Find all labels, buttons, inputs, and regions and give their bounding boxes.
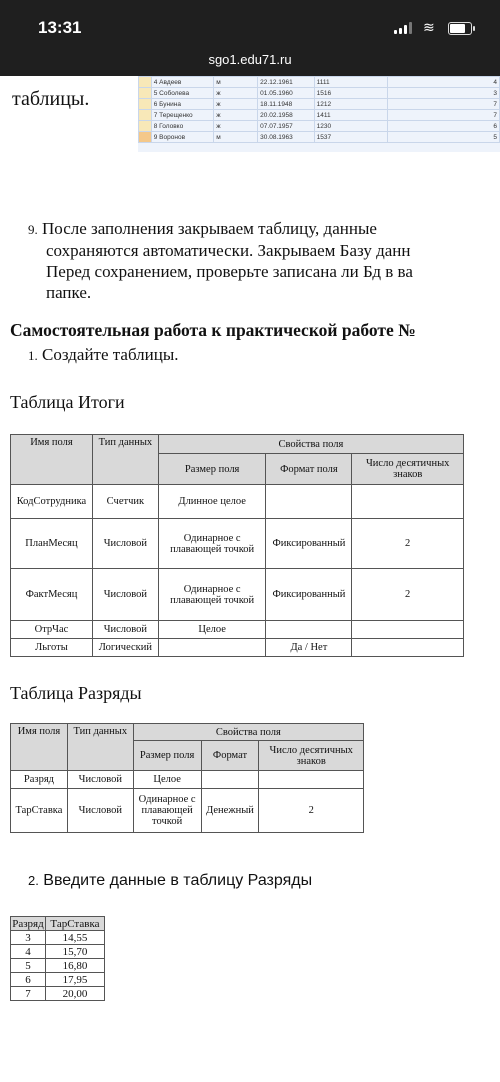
row-selector xyxy=(139,88,152,99)
field-name-cell: Льготы xyxy=(11,639,93,657)
field-size-cell xyxy=(158,639,266,657)
tarstavka-cell: 14,55 xyxy=(45,931,104,945)
task-1 xyxy=(28,345,179,365)
fragment-text: таблицы. xyxy=(12,88,90,110)
table-row xyxy=(11,569,464,621)
decimals-cell xyxy=(352,485,464,519)
spreadsheet-cell: ж xyxy=(214,88,258,99)
decimals-cell xyxy=(259,771,364,789)
data-type-cell: Числовой xyxy=(92,569,158,621)
header-field-name: Имя поля xyxy=(11,435,93,485)
header-field-format: Формат поля xyxy=(266,454,352,485)
spreadsheet-cell: ж xyxy=(214,99,258,110)
header-field-name: Имя поля xyxy=(11,724,68,771)
spreadsheet-cell: 18.11.1948 xyxy=(258,99,314,110)
field-format-cell xyxy=(266,621,352,639)
header-decimals: Число десятичных знаков xyxy=(259,741,364,771)
tarstavka-cell: 16,80 xyxy=(45,959,104,973)
spreadsheet-cell: 7 xyxy=(388,99,500,110)
field-name-cell: ТарСтавка xyxy=(11,789,68,833)
header-decimals: Число десятичных знаков xyxy=(352,454,464,485)
table-row xyxy=(11,789,364,833)
table-razryady-title: Таблица Разряды xyxy=(10,683,142,703)
spreadsheet-cell: 3 xyxy=(388,88,500,99)
spreadsheet-cell: 1411 xyxy=(314,110,387,121)
razryad-cell: 4 xyxy=(11,945,46,959)
razryad-cell: 3 xyxy=(11,931,46,945)
table-row xyxy=(11,639,464,657)
header-razryad: Разряд xyxy=(12,917,44,930)
table-row xyxy=(11,987,105,1001)
data-type-cell: Числовой xyxy=(92,519,158,569)
field-format-cell: Денежный xyxy=(201,789,259,833)
tarstavka-cell: 17,95 xyxy=(45,973,104,987)
spreadsheet-cell: м xyxy=(214,132,258,143)
row-selector xyxy=(139,121,152,132)
step-number: 9. xyxy=(28,222,38,237)
header-tarstavka: ТарСтавка xyxy=(45,917,104,931)
spreadsheet-cell: ж xyxy=(214,121,258,132)
task-1-text: Создайте таблицы. xyxy=(42,345,179,364)
field-name-cell: ОтрЧас xyxy=(11,621,93,639)
spreadsheet-row xyxy=(139,88,500,99)
data-type-cell: Числовой xyxy=(67,771,133,789)
spreadsheet-cell: 1537 xyxy=(314,132,387,143)
field-format-cell: Фиксированный xyxy=(266,569,352,621)
spreadsheet-cell: 8 Головко xyxy=(151,121,213,132)
decimals-cell: 2 xyxy=(352,569,464,621)
spreadsheet-cell: 4 Авдеев xyxy=(151,77,213,88)
step-9-line: После заполнения закрываем таблицу, данные xyxy=(42,219,377,238)
spreadsheet-cell: 1516 xyxy=(314,88,387,99)
decimals-cell xyxy=(352,639,464,657)
razryad-cell: 5 xyxy=(11,959,46,973)
address-bar[interactable] xyxy=(0,48,500,76)
spreadsheet-row xyxy=(139,110,500,121)
header-field-properties: Свойства поля xyxy=(158,435,463,454)
row-selector xyxy=(139,77,152,88)
table-row xyxy=(11,485,464,519)
spreadsheet-cell: 07.07.1957 xyxy=(258,121,314,132)
table-razryady xyxy=(10,723,364,833)
section-heading: Самостоятельная работа к практической работе № xyxy=(10,320,416,340)
field-name-cell: ФактМесяц xyxy=(11,569,93,621)
step-9-paragraph xyxy=(28,218,500,303)
field-format-cell xyxy=(266,485,352,519)
data-type-cell: Счетчик xyxy=(92,485,158,519)
header-data-type: Тип данных xyxy=(92,435,158,485)
spreadsheet-cell: 01.05.1960 xyxy=(258,88,314,99)
table-razryady-data xyxy=(10,916,105,1001)
row-selector xyxy=(139,110,152,121)
data-type-cell: Числовой xyxy=(92,621,158,639)
header-field-size: Размер поля xyxy=(158,454,266,485)
spreadsheet-row xyxy=(139,77,500,88)
url-text[interactable]: sgo1.edu71.ru xyxy=(208,52,292,67)
spreadsheet-cell: 5 Соболева xyxy=(151,88,213,99)
task-number: 2. xyxy=(28,873,39,888)
spreadsheet-cell: 5 xyxy=(388,132,500,143)
field-name-cell: КодСотрудника xyxy=(11,485,93,519)
spreadsheet-row xyxy=(139,99,500,110)
spreadsheet-row xyxy=(139,132,500,143)
table-itogi-title: Таблица Итоги xyxy=(10,392,125,412)
spreadsheet-cell: 7 Терещенко xyxy=(151,110,213,121)
task-2 xyxy=(28,872,312,890)
tarstavka-cell: 20,00 xyxy=(45,987,104,1001)
spreadsheet-cell: 1230 xyxy=(314,121,387,132)
table-itogi xyxy=(10,434,464,657)
row-selector xyxy=(139,132,152,143)
header-field-properties: Свойства поля xyxy=(133,724,363,741)
spreadsheet-cell: м xyxy=(214,77,258,88)
task-number: 1. xyxy=(28,348,38,363)
razryad-cell: 6 xyxy=(11,973,46,987)
step-9-line: Перед сохранением, проверьте записана ли Бд в ва xyxy=(46,262,413,281)
tarstavka-cell: 15,70 xyxy=(45,945,104,959)
field-format-cell xyxy=(201,771,259,789)
spreadsheet-cell: 6 Бунина xyxy=(151,99,213,110)
spreadsheet-cell: ж xyxy=(214,110,258,121)
spreadsheet-row xyxy=(139,121,500,132)
table-row xyxy=(11,973,105,987)
status-bar xyxy=(0,0,500,48)
spreadsheet-cell: 22.12.1961 xyxy=(258,77,314,88)
decimals-cell xyxy=(352,621,464,639)
decimals-cell: 2 xyxy=(259,789,364,833)
field-size-cell: Одинарное с плавающей точкой xyxy=(158,519,266,569)
table-row xyxy=(11,931,105,945)
field-format-cell: Да / Нет xyxy=(266,639,352,657)
table-row xyxy=(11,771,364,789)
spreadsheet-cell: 1212 xyxy=(314,99,387,110)
header-data-type: Тип данных xyxy=(67,724,133,771)
header-field-format: Формат xyxy=(201,741,259,771)
table-row xyxy=(11,519,464,569)
spreadsheet-cell: 30.08.1963 xyxy=(258,132,314,143)
field-size-cell: Длинное целое xyxy=(158,485,266,519)
spreadsheet-cell: 20.02.1958 xyxy=(258,110,314,121)
row-selector xyxy=(139,99,152,110)
table-row xyxy=(11,959,105,973)
decimals-cell: 2 xyxy=(352,519,464,569)
data-type-cell: Числовой xyxy=(67,789,133,833)
spreadsheet-table xyxy=(138,76,500,143)
table-row xyxy=(11,945,105,959)
field-name-cell: ПланМесяц xyxy=(11,519,93,569)
field-size-cell: Одинарное с плавающей точкой xyxy=(133,789,201,833)
table-row xyxy=(11,621,464,639)
field-size-cell: Целое xyxy=(133,771,201,789)
spreadsheet-cell: 4 xyxy=(388,77,500,88)
step-9-line: папке. xyxy=(46,283,92,302)
field-size-cell: Одинарное с плавающей точкой xyxy=(158,569,266,621)
razryad-cell: 7 xyxy=(11,987,46,1001)
spreadsheet-cell: 6 xyxy=(388,121,500,132)
step-9-line: сохраняются автоматически. Закрываем Базу данн xyxy=(46,241,411,260)
battery-icon xyxy=(448,22,472,35)
field-format-cell: Фиксированный xyxy=(266,519,352,569)
status-time: 13:31 xyxy=(38,18,82,37)
spreadsheet-fragment xyxy=(138,76,500,152)
cellular-signal-icon xyxy=(394,22,414,34)
spreadsheet-cell: 9 Воронов xyxy=(151,132,213,143)
spreadsheet-cell: 7 xyxy=(388,110,500,121)
header-field-size: Размер поля xyxy=(133,741,201,771)
field-size-cell: Целое xyxy=(158,621,266,639)
task-2-text: Введите данные в таблицу Разряды xyxy=(43,872,313,889)
wifi-icon: ≋ xyxy=(423,20,435,36)
spreadsheet-cell: 1111 xyxy=(314,77,387,88)
data-type-cell: Логический xyxy=(92,639,158,657)
field-name-cell: Разряд xyxy=(11,771,68,789)
